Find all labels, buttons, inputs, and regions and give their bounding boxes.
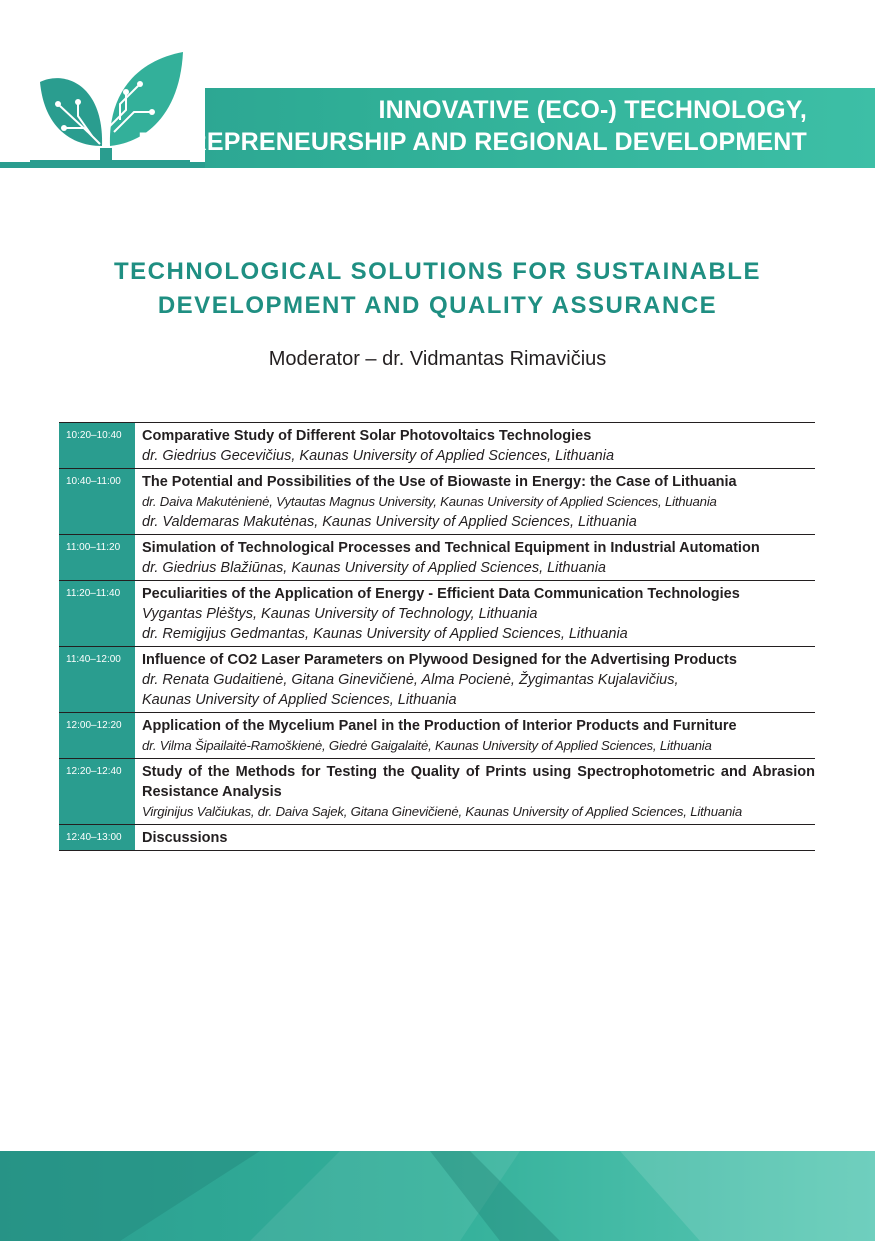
talk-title: The Potential and Possibilities of the Use of Biowaste in Energy: the Case of Lithuania — [142, 474, 737, 490]
schedule-row — [59, 423, 815, 469]
talk-title: Study of the Methods for Testing the Quality of Prints using Spectrophotometric and Abrasion Resistance Analysis — [142, 764, 815, 800]
talk-title: Influence of CO2 Laser Parameters on Plywood Designed for the Advertising Products — [142, 652, 737, 668]
schedule-row — [59, 647, 815, 713]
schedule-content — [135, 535, 815, 580]
schedule-time: 11:40–12:00 — [59, 647, 135, 712]
talk-title: Discussions — [142, 830, 228, 846]
talk-authors: dr. Daiva Makutėnienė, Vytautas Magnus University, Kaunas University of Applied Sciences, Lithuania — [142, 494, 717, 509]
schedule-time: 12:20–12:40 — [59, 759, 135, 824]
schedule-content — [135, 825, 815, 850]
talk-authors: Virginijus Valčiukas, dr. Daiva Sajek, Gitana Ginevičienė, Kaunas University of Applied Sciences, Lithuania — [142, 804, 742, 819]
talk-authors: dr. Giedrius Blažiūnas, Kaunas University of Applied Sciences, Lithuania — [142, 560, 606, 576]
schedule-row — [59, 535, 815, 581]
talk-authors: dr. Remigijus Gedmantas, Kaunas University of Applied Sciences, Lithuania — [142, 626, 628, 642]
schedule-row — [59, 581, 815, 647]
schedule-time: 12:40–13:00 — [59, 825, 135, 850]
schedule-content — [135, 423, 815, 468]
schedule-time: 12:00–12:20 — [59, 713, 135, 758]
schedule-table — [59, 422, 815, 851]
event-title — [138, 94, 807, 158]
schedule-row — [59, 713, 815, 759]
schedule-content — [135, 759, 815, 824]
moderator: Moderator – dr. Vidmantas Rimavičius — [268, 348, 607, 370]
talk-authors: dr. Giedrius Gecevičius, Kaunas University of Applied Sciences, Lithuania — [142, 448, 615, 464]
schedule-row — [59, 759, 815, 825]
talk-title: Application of the Mycelium Panel in the Production of Interior Products and Furniture — [142, 718, 737, 734]
event-title-line-2: ENTREPRENEURSHIP AND REGIONAL DEVELOPMENT — [138, 128, 807, 156]
footer-band — [0, 1151, 875, 1241]
talk-authors: dr. Renata Gudaitienė, Gitana Ginevičienė, Alma Pocienė, Žygimantas Kujalavičius, — [142, 672, 679, 688]
talk-title: Comparative Study of Different Solar Photovoltaics Technologies — [142, 428, 592, 444]
schedule-content — [135, 581, 815, 646]
footer-pattern — [0, 1151, 875, 1241]
event-title-line-1: INNOVATIVE (ECO-) TECHNOLOGY, — [378, 96, 807, 124]
schedule-row — [59, 825, 815, 851]
session-title-line-2: DEVELOPMENT AND QUALITY ASSURANCE — [157, 292, 718, 319]
talk-authors: dr. Valdemaras Makutėnas, Kaunas University of Applied Sciences, Lithuania — [142, 514, 637, 530]
schedule-time: 11:00–11:20 — [59, 535, 135, 580]
schedule-time: 11:20–11:40 — [59, 581, 135, 646]
schedule-content — [135, 647, 815, 712]
session-title-line-1: TECHNOLOGICAL SOLUTIONS FOR SUSTAINABLE — [114, 258, 761, 285]
schedule-content — [135, 469, 815, 534]
talk-title: Simulation of Technological Processes and Technical Equipment in Industrial Automation — [142, 540, 760, 556]
talk-authors: Kaunas University of Applied Sciences, Lithuania — [142, 692, 457, 708]
schedule-content — [135, 713, 815, 758]
schedule-time: 10:40–11:00 — [59, 469, 135, 534]
talk-authors: dr. Vilma Šipailaitė-Ramoškienė, Giedrė Gaigalaitė, Kaunas University of Applied Sciences, Lithuania — [142, 738, 712, 753]
schedule-time: 10:20–10:40 — [59, 423, 135, 468]
talk-title: Peculiarities of the Application of Energy - Efficient Data Communication Technologies — [142, 586, 740, 602]
schedule-row — [59, 469, 815, 535]
session-title — [0, 255, 875, 323]
talk-authors: Vygantas Plėštys, Kaunas University of Technology, Lithuania — [142, 606, 538, 622]
